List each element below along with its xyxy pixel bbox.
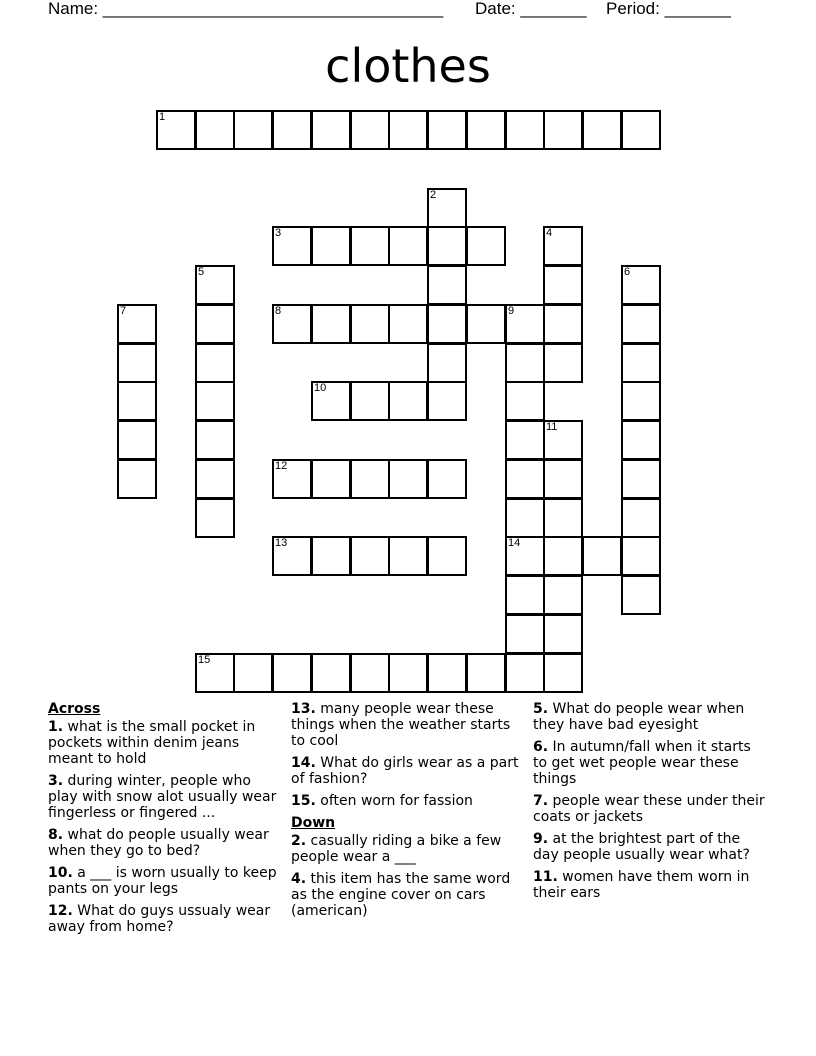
grid-cell[interactable] <box>543 459 583 499</box>
grid-cell-10[interactable] <box>311 381 351 421</box>
grid-cell[interactable] <box>427 226 467 266</box>
grid-cell[interactable] <box>505 653 545 693</box>
grid-cell[interactable] <box>233 110 273 150</box>
grid-cell[interactable] <box>466 653 506 693</box>
grid-cell[interactable] <box>582 110 622 150</box>
grid-cell[interactable] <box>621 420 661 460</box>
grid-cell[interactable] <box>195 459 235 499</box>
grid-cell[interactable] <box>621 498 661 538</box>
grid-cell-4[interactable] <box>543 226 583 266</box>
clue-number: 10 <box>314 382 327 394</box>
clue-number: 7 <box>120 305 127 317</box>
clue-across-10: 10. a ___ is worn usually to keep pants on your legs <box>48 865 277 897</box>
grid-cell[interactable] <box>388 226 428 266</box>
name-field-label[interactable]: Name: ____________________________________ <box>48 0 444 18</box>
clue-across-15: 15. often worn for fassion <box>291 793 473 809</box>
grid-cell[interactable] <box>388 110 428 150</box>
grid-cell[interactable] <box>543 653 583 693</box>
clue-across-3: 3. during winter, people who play with snow alot usually wear fingerless or fingered ... <box>48 773 277 821</box>
grid-cell[interactable] <box>427 459 467 499</box>
grid-cell-5[interactable] <box>195 265 235 305</box>
puzzle-title: clothes <box>325 39 491 93</box>
grid-cell[interactable] <box>195 381 235 421</box>
clues-column-2 <box>291 701 527 925</box>
grid-cell[interactable] <box>505 110 545 150</box>
grid-cell[interactable] <box>350 226 390 266</box>
clue-number: 9 <box>508 305 515 317</box>
grid-cell-11[interactable] <box>543 420 583 460</box>
grid-cell[interactable] <box>621 575 661 615</box>
clue-number: 13 <box>275 537 288 549</box>
grid-cell[interactable] <box>505 381 545 421</box>
grid-cell[interactable] <box>543 498 583 538</box>
grid-cell[interactable] <box>311 653 351 693</box>
clue-number: 11 <box>546 421 558 433</box>
grid-cell[interactable] <box>505 614 545 654</box>
grid-cell-2[interactable] <box>427 188 467 228</box>
clue-down-9: 9. at the brightest part of the day people usually wear what? <box>533 831 750 863</box>
clue-down-7: 7. people wear these under their coats or jackets <box>533 793 765 825</box>
clue-across-14: 14. What do girls wear as a part of fashion? <box>291 755 519 787</box>
grid-cell[interactable] <box>195 420 235 460</box>
clue-down-5: 5. What do people wear when they have bad eyesight <box>533 701 745 733</box>
grid-cell[interactable] <box>388 381 428 421</box>
grid-cell[interactable] <box>388 304 428 344</box>
clue-number: 3 <box>275 227 282 239</box>
grid-cell[interactable] <box>543 614 583 654</box>
clue-down-11: 11. women have them worn in their ears <box>533 869 750 901</box>
clue-down-4: 4. this item has the same word as the engine cover on cars (american) <box>291 871 511 919</box>
clue-number: 6 <box>624 266 631 278</box>
grid-cell-8[interactable] <box>272 304 312 344</box>
grid-cell[interactable] <box>505 575 545 615</box>
clue-down-2: 2. casually riding a bike a few people wear a ___ <box>291 833 502 865</box>
grid-cell[interactable] <box>311 459 351 499</box>
grid-cell[interactable] <box>350 653 390 693</box>
grid-cell[interactable] <box>621 110 661 150</box>
clue-number: 1 <box>159 111 166 123</box>
down-heading: Down <box>291 815 336 831</box>
grid-cell[interactable] <box>427 536 467 576</box>
grid-cell-7[interactable] <box>117 304 157 344</box>
grid-cell[interactable] <box>117 381 157 421</box>
clue-number: 4 <box>546 227 553 239</box>
grid-cell[interactable] <box>388 653 428 693</box>
grid-cell[interactable] <box>621 381 661 421</box>
grid-cell-3[interactable] <box>272 226 312 266</box>
grid-cell[interactable] <box>117 420 157 460</box>
grid-cell[interactable] <box>272 110 312 150</box>
clue-across-12: 12. What do guys ussualy wear away from home? <box>48 903 271 935</box>
grid-cell[interactable] <box>621 459 661 499</box>
grid-cell-14[interactable] <box>505 536 545 576</box>
clue-number: 12 <box>275 460 288 472</box>
clue-across-8: 8. what do people usually wear when they go to bed? <box>48 827 269 859</box>
grid-cell[interactable] <box>621 343 661 383</box>
grid-cell[interactable] <box>311 536 351 576</box>
grid-cell[interactable] <box>350 304 390 344</box>
grid-cell[interactable] <box>543 343 583 383</box>
clue-number: 8 <box>275 305 282 317</box>
grid-cell[interactable] <box>311 304 351 344</box>
clue-number: 5 <box>198 266 205 278</box>
grid-cell-13[interactable] <box>272 536 312 576</box>
grid-cell[interactable] <box>427 304 467 344</box>
period-field-label[interactable]: Period: _______ <box>606 0 731 18</box>
clue-number: 15 <box>198 654 211 666</box>
clues-column-1 <box>48 701 284 941</box>
grid-cell[interactable] <box>427 343 467 383</box>
date-field-label[interactable]: Date: _______ <box>475 0 587 18</box>
grid-cell[interactable] <box>117 343 157 383</box>
grid-cell-9[interactable] <box>505 304 545 344</box>
grid-cell[interactable] <box>195 498 235 538</box>
grid-cell[interactable] <box>543 304 583 344</box>
clues-column-3 <box>533 701 769 907</box>
grid-cell[interactable] <box>388 536 428 576</box>
grid-cell[interactable] <box>543 110 583 150</box>
clue-number: 14 <box>508 537 521 549</box>
grid-cell-15[interactable] <box>195 653 235 693</box>
grid-cell[interactable] <box>117 459 157 499</box>
grid-cell[interactable] <box>311 226 351 266</box>
grid-cell[interactable] <box>195 110 235 150</box>
clue-down-6: 6. In autumn/fall when it starts to get wet people wear these things <box>533 739 751 787</box>
grid-cell[interactable] <box>427 110 467 150</box>
grid-cell[interactable] <box>427 381 467 421</box>
grid-cell[interactable] <box>311 110 351 150</box>
grid-cell[interactable] <box>505 420 545 460</box>
grid-cell[interactable] <box>350 110 390 150</box>
grid-cell-12[interactable] <box>272 459 312 499</box>
grid-cell[interactable] <box>195 343 235 383</box>
clue-number: 2 <box>430 189 437 201</box>
grid-cell[interactable] <box>621 304 661 344</box>
across-heading: Across <box>48 701 101 717</box>
grid-cell-6[interactable] <box>621 265 661 305</box>
grid-cell[interactable] <box>505 498 545 538</box>
grid-cell[interactable] <box>233 653 273 693</box>
clue-across-1: 1. what is the small pocket in pockets within denim jeans meant to hold <box>48 719 256 767</box>
grid-cell[interactable] <box>505 343 545 383</box>
grid-cell[interactable] <box>543 265 583 305</box>
grid-cell[interactable] <box>543 575 583 615</box>
grid-cell[interactable] <box>427 653 467 693</box>
clue-across-13: 13. many people wear these things when the weather starts to cool <box>291 701 511 749</box>
grid-cell[interactable] <box>466 226 506 266</box>
grid-cell[interactable] <box>350 536 390 576</box>
grid-cell[interactable] <box>195 304 235 344</box>
grid-cell[interactable] <box>350 459 390 499</box>
grid-cell[interactable] <box>543 536 583 576</box>
grid-cell[interactable] <box>272 653 312 693</box>
grid-cell[interactable] <box>427 265 467 305</box>
grid-cell[interactable] <box>621 536 661 576</box>
grid-cell[interactable] <box>350 381 390 421</box>
grid-cell[interactable] <box>505 459 545 499</box>
grid-cell[interactable] <box>388 459 428 499</box>
grid-cell-1[interactable] <box>156 110 196 150</box>
grid-cell[interactable] <box>466 110 506 150</box>
grid-cell[interactable] <box>582 536 622 576</box>
grid-cell[interactable] <box>466 304 506 344</box>
